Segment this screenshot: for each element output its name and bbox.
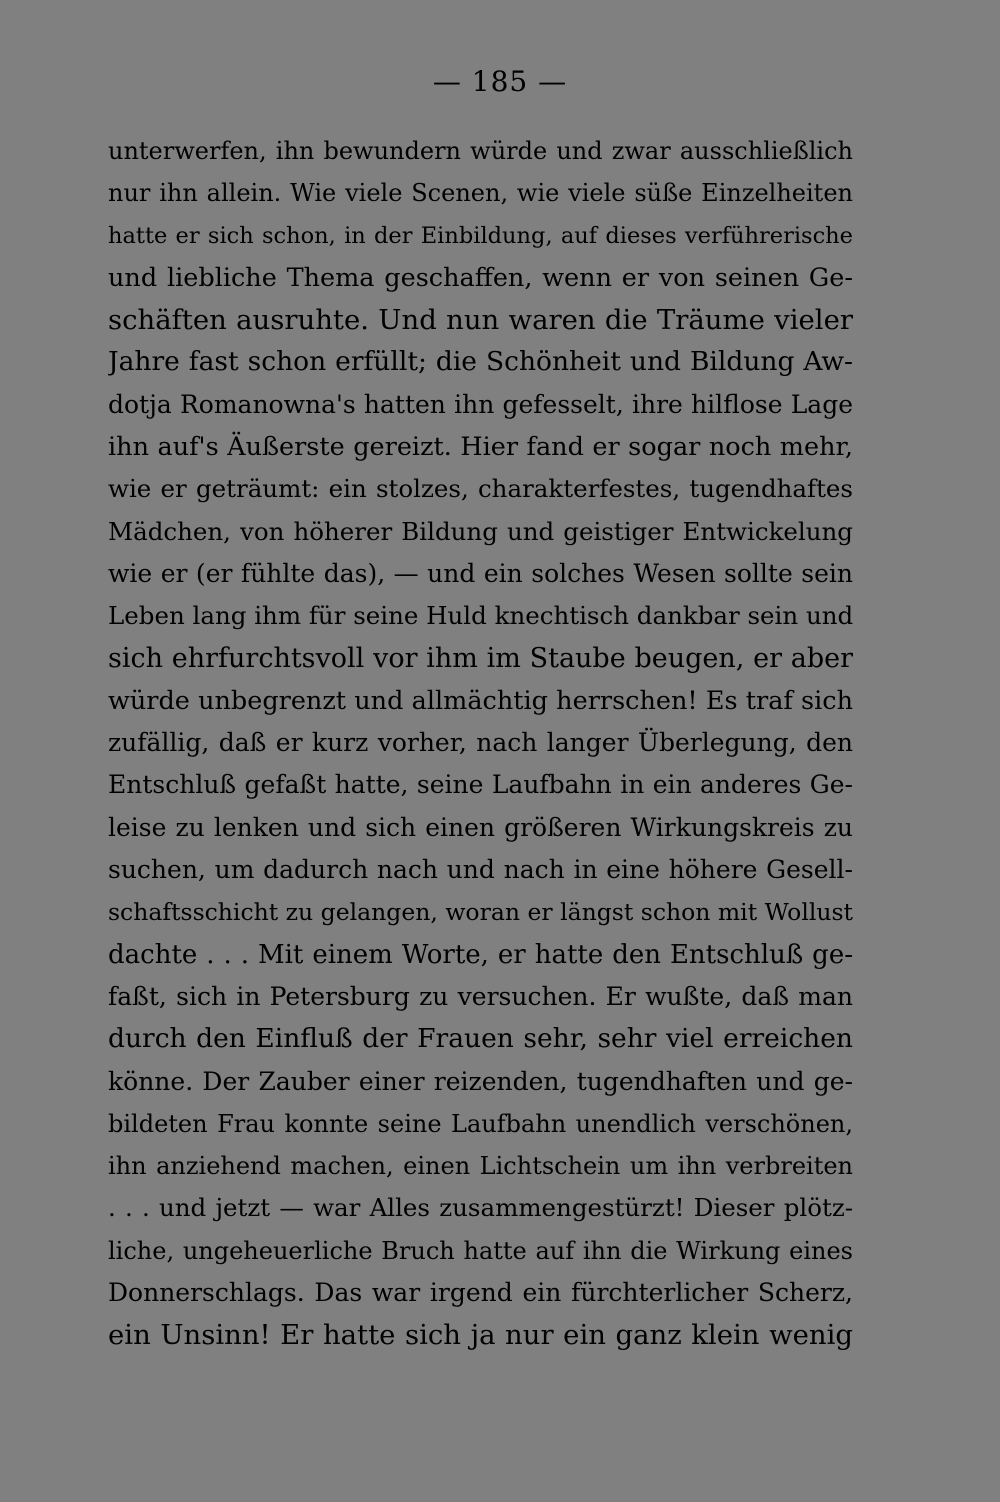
text-line: hatte er sich schon, in der Einbildung, auf dieses verführerische (108, 222, 853, 249)
body-text (108, 130, 853, 1357)
text-line: Entschluß gefaßt hatte, seine Laufbahn in ein anderes Ge- (108, 770, 853, 800)
text-line: schaftsschicht zu gelangen, woran er längst schon mit Wollust (108, 898, 853, 927)
text-line: ein Unsinn! Er hatte sich ja nur ein ganz klein wenig (108, 1319, 853, 1352)
text-line: wie er geträumt: ein stolzes, charakterfestes, tugendhaftes (108, 474, 853, 504)
text-line: Jahre fast schon erfüllt; die Schönheit und Bildung Aw- (108, 346, 853, 378)
text-line: zufällig, daß er kurz vorher, nach langer Überlegung, den (108, 728, 853, 758)
text-line: bildeten Frau konnte seine Laufbahn unendlich verschönen, (108, 1109, 853, 1138)
text-line: nur ihn allein. Wie viele Scenen, wie viele süße Einzelheiten (108, 179, 853, 208)
text-line: ihn auf's Äußerste gereizt. Hier fand er sogar noch mehr, (108, 432, 853, 463)
text-line: wie er (er fühlte das), — und ein solches Wesen sollte sein (108, 558, 853, 588)
text-line: dotja Romanowna's hatten ihn gefesselt, ihre hilflose Lage (108, 389, 853, 419)
text-line: und liebliche Thema geschaffen, wenn er von seinen Ge- (108, 262, 853, 293)
text-line: faßt, sich in Petersburg zu versuchen. Er wußte, daß man (108, 981, 853, 1011)
text-line: Mädchen, von höherer Bildung und geistiger Entwickelung (108, 516, 853, 546)
text-line: könne. Der Zauber einer reizenden, tugendhaften und ge- (108, 1066, 853, 1096)
text-line: suchen, um dadurch nach und nach in eine höhere Gesell- (108, 855, 853, 885)
text-line: Leben lang ihm für seine Huld knechtisch dankbar sein und (108, 601, 853, 631)
text-line: ihn anziehend machen, einen Lichtschein um ihn verbreiten (108, 1152, 853, 1181)
text-line: durch den Einfluß der Frauen sehr, sehr viel erreichen (108, 1023, 853, 1055)
text-line: Donnerschlags. Das war irgend ein fürchterlicher Scherz, (108, 1278, 853, 1308)
text-line: unterwerfen, ihn bewundern würde und zwar ausschließlich (108, 137, 853, 165)
text-line: leise zu lenken und sich einen größeren Wirkungskreis zu (108, 812, 853, 842)
text-line: dachte . . . Mit einem Worte, er hatte den Entschluß ge- (108, 939, 853, 970)
text-line: würde unbegrenzt und allmächtig herrschen! Es traf sich (108, 685, 853, 716)
text-line: . . . und jetzt — war Alles zusammengestürzt! Dieser plötz- (108, 1193, 853, 1223)
page-number: — 185 — (432, 65, 568, 98)
text-line: schäften ausruhte. Und nun waren die Träume vieler (108, 304, 853, 337)
text-line: sich ehrfurchtsvoll vor ihm im Staube beugen, er aber (108, 642, 853, 674)
text-line: liche, ungeheuerliche Bruch hatte auf ihn die Wirkung eines (108, 1236, 853, 1265)
